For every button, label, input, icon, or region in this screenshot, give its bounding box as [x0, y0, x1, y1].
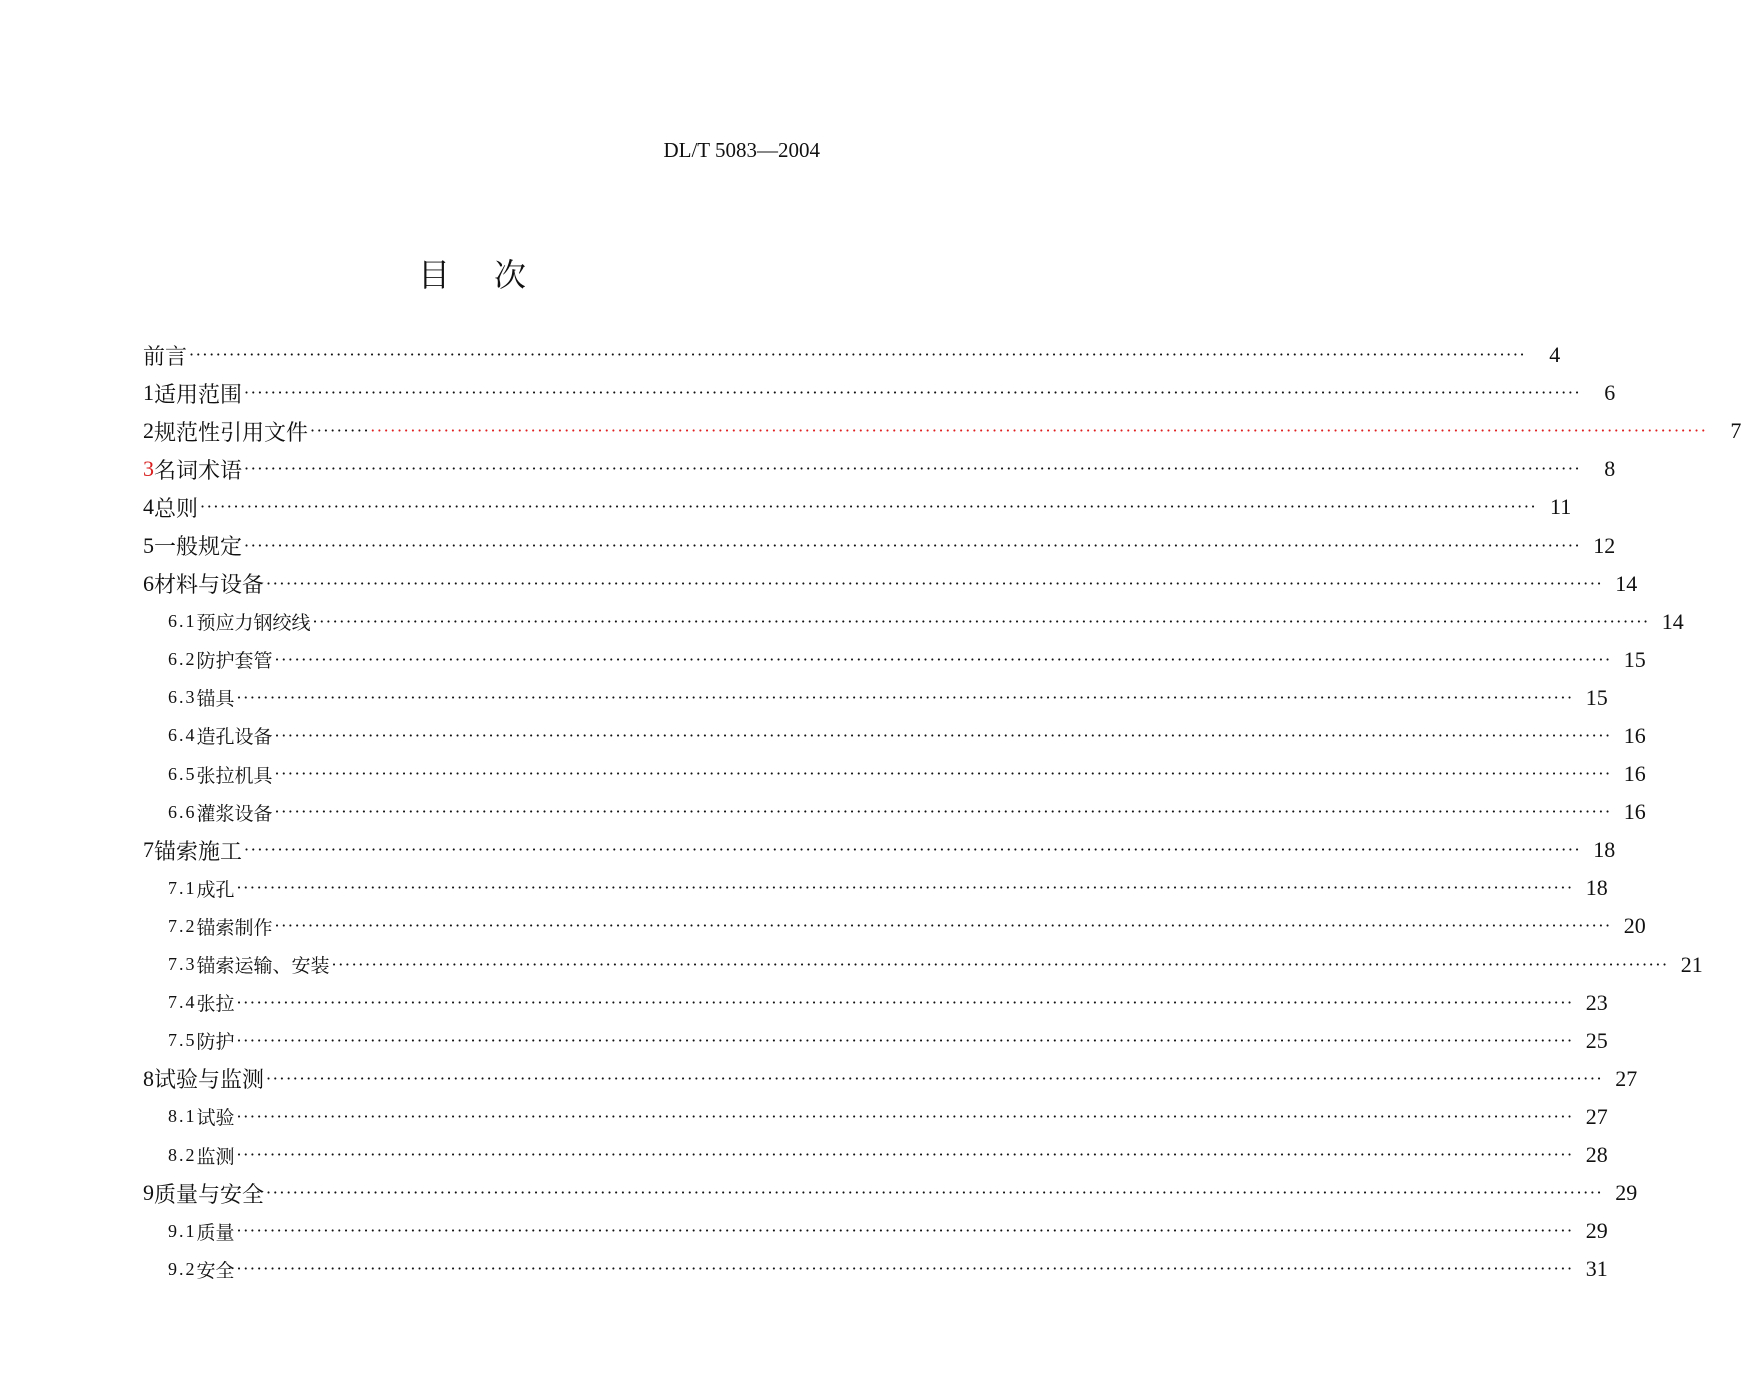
- toc-entry-label: 试验: [196, 1107, 235, 1130]
- toc-entry-page: 29: [1585, 1218, 1608, 1244]
- toc-entry-label: 成孔: [196, 878, 235, 901]
- toc-entry-label: 一般规定: [154, 535, 243, 561]
- toc-entry-number: 6.1: [168, 611, 197, 632]
- dot-leader: ········································································································································································································: [236, 1106, 1574, 1126]
- toc-entry-page: 7: [1730, 418, 1741, 444]
- toc-entry-label: 质量与安全: [154, 1182, 265, 1208]
- toc-entry-page: 14: [1661, 608, 1684, 634]
- dot-leader: ········································································································································································································: [266, 1068, 1604, 1088]
- toc-entry-label: 安全: [196, 1259, 235, 1282]
- toc-entry-page: 25: [1585, 1027, 1608, 1053]
- toc-entry-page: 28: [1585, 1142, 1608, 1168]
- toc-entry[interactable]: [143, 679, 1608, 717]
- dot-leader: ········································································································································································································: [331, 954, 1669, 974]
- toc-entry[interactable]: [143, 412, 1741, 450]
- toc-entry-label: 总则: [154, 496, 199, 522]
- dot-leader: ········································································································································································································: [266, 573, 1604, 593]
- toc-entry[interactable]: [143, 717, 1646, 755]
- toc-entry[interactable]: [143, 526, 1616, 564]
- toc-entry-number: 8.1: [168, 1106, 197, 1127]
- toc-entry[interactable]: [143, 1212, 1608, 1250]
- toc-entry[interactable]: [143, 488, 1572, 526]
- toc-entry-number: 9: [143, 1180, 154, 1206]
- toc-entry-number: 7.1: [168, 877, 197, 898]
- toc-entry[interactable]: [143, 603, 1684, 641]
- toc-entry-label: 张拉: [196, 993, 235, 1016]
- toc-entry-label: 防护: [196, 1031, 235, 1054]
- toc-entry-page: 8: [1604, 456, 1616, 482]
- dot-leader: ········································································································································································································: [274, 916, 1612, 936]
- toc-entry[interactable]: [143, 565, 1638, 603]
- toc-entry-number: 3: [143, 456, 154, 482]
- toc-entry-label: 材料与设备: [154, 573, 265, 599]
- toc-entry-number: 7.2: [168, 915, 197, 936]
- toc-entry-number: 7.4: [168, 992, 197, 1013]
- dot-leader: ········································································································································································································: [236, 878, 1574, 898]
- toc-entry-label: 锚具: [196, 688, 235, 711]
- toc-entry-label: 预应力钢绞线: [196, 612, 311, 635]
- toc-entry-page: 15: [1623, 646, 1646, 672]
- toc-entry-page: 29: [1615, 1180, 1638, 1206]
- toc-entry-page: 16: [1623, 761, 1646, 787]
- toc-entry-label: 灌浆设备: [196, 802, 273, 825]
- toc-entry-label: 前言: [143, 344, 188, 370]
- dot-leader: ········································································································································································································: [236, 1145, 1574, 1165]
- toc-entry-page: 16: [1623, 799, 1646, 825]
- toc-entry-page: 27: [1585, 1103, 1608, 1129]
- toc-entry-page: 18: [1593, 837, 1616, 863]
- toc-entry-label: 规范性引用文件: [154, 420, 309, 446]
- toc-entry-page: 6: [1604, 380, 1616, 406]
- toc-entry[interactable]: [143, 984, 1608, 1022]
- toc-entry-number: 7: [143, 837, 154, 863]
- toc-entry-page: 16: [1623, 722, 1646, 748]
- dot-leader: ········································································································································································································: [274, 802, 1612, 822]
- dot-leader: ·················································································································································································································: [310, 421, 1708, 441]
- toc-entry-page: 11: [1550, 494, 1572, 520]
- toc-entry[interactable]: [143, 793, 1646, 831]
- toc-entry[interactable]: [143, 1060, 1638, 1098]
- dot-leader: ········································································································································································································: [244, 383, 1582, 403]
- toc-entry[interactable]: [143, 1250, 1608, 1288]
- toc-entry[interactable]: [143, 1022, 1608, 1060]
- dot-leader: ········································································································································································································: [244, 535, 1582, 555]
- toc-entry-label: 防护套管: [196, 650, 273, 673]
- toc-entry-page: 31: [1585, 1256, 1608, 1282]
- toc-entry-label: 试验与监测: [154, 1068, 265, 1094]
- dot-leader: ········································································································································································································: [244, 459, 1582, 479]
- toc-entry-number: 9.1: [168, 1220, 197, 1241]
- toc-entry-number: 4: [143, 494, 154, 520]
- dot-leader: ········································································································································································································: [274, 725, 1612, 745]
- toc-entry-number: 5: [143, 532, 154, 558]
- toc-entry-page: 20: [1623, 913, 1646, 939]
- dot-leader: ········································································································································································································: [274, 649, 1612, 669]
- toc-entry[interactable]: [143, 907, 1646, 945]
- toc-entry-label: 监测: [196, 1145, 235, 1168]
- dot-leader: ········································································································································································································: [200, 497, 1538, 517]
- dot-leader: ········································································································································································································: [236, 1221, 1574, 1241]
- toc-entry-page: 18: [1585, 875, 1608, 901]
- toc-entry-page: 12: [1593, 532, 1616, 558]
- toc-entry[interactable]: [143, 1098, 1608, 1136]
- toc-entry-label: 名词术语: [154, 458, 243, 484]
- toc-entry-number: 6.3: [168, 687, 197, 708]
- toc-entry-number: 6.4: [168, 725, 197, 746]
- toc-entry[interactable]: [143, 869, 1608, 907]
- toc-entry[interactable]: [143, 450, 1616, 488]
- toc-entry[interactable]: [143, 1136, 1608, 1174]
- toc-entry-number: 9.2: [168, 1258, 197, 1279]
- toc-entry-page: 21: [1680, 951, 1703, 977]
- dot-leader: ········································································································································································································: [236, 992, 1574, 1012]
- toc-entry-label: 锚索制作: [196, 916, 273, 939]
- toc-entry-page: 14: [1615, 570, 1638, 596]
- toc-entry-number: 2: [143, 418, 154, 444]
- dot-leader: ········································································································································································································: [236, 1259, 1574, 1279]
- toc-entry[interactable]: [143, 831, 1616, 869]
- dot-leader: ········································································································································································································: [312, 611, 1650, 631]
- toc-entry-page: 23: [1585, 989, 1608, 1015]
- page-title: 目次: [417, 256, 570, 294]
- dot-leader: ········································································································································································································: [244, 840, 1582, 860]
- toc-entry[interactable]: [143, 755, 1646, 793]
- toc-entry[interactable]: [143, 641, 1646, 679]
- toc-entry-label: 适用范围: [154, 382, 243, 408]
- toc-entry-number: 7.3: [168, 954, 197, 975]
- dot-leader: ········································································································································································································: [236, 687, 1574, 707]
- toc-entry-label: 质量: [196, 1221, 235, 1244]
- toc-entry-label: 造孔设备: [196, 726, 273, 749]
- toc-entry-number: 8: [143, 1065, 154, 1091]
- toc-entry[interactable]: [143, 1174, 1638, 1212]
- toc-entry-page: 27: [1615, 1065, 1638, 1091]
- toc-entry[interactable]: [143, 336, 1561, 374]
- dot-leader: ········································································································································································································: [274, 764, 1612, 784]
- toc-entry[interactable]: [143, 946, 1703, 984]
- dot-leader: ········································································································································································································: [266, 1183, 1604, 1203]
- table-of-contents: [143, 336, 1741, 1288]
- toc-entry-label: 锚索施工: [154, 839, 243, 865]
- document-code: DL/T 5083—2004: [663, 138, 820, 162]
- dot-leader: ········································································································································································································: [189, 345, 1527, 365]
- toc-entry-number: 7.5: [168, 1030, 197, 1051]
- toc-entry[interactable]: [143, 374, 1616, 412]
- toc-entry-number: 6.6: [168, 801, 197, 822]
- toc-entry-label: 张拉机具: [196, 764, 273, 787]
- toc-entry-number: 6.2: [168, 649, 197, 670]
- toc-entry-number: 1: [143, 380, 154, 406]
- dot-leader: ········································································································································································································: [236, 1030, 1574, 1050]
- toc-entry-label: 锚索运输、安装: [196, 955, 330, 978]
- toc-entry-number: 6: [143, 570, 154, 596]
- toc-entry-number: 8.2: [168, 1144, 197, 1165]
- toc-entry-number: 6.5: [168, 763, 197, 784]
- toc-entry-page: 4: [1549, 342, 1561, 368]
- toc-entry-page: 15: [1585, 684, 1608, 710]
